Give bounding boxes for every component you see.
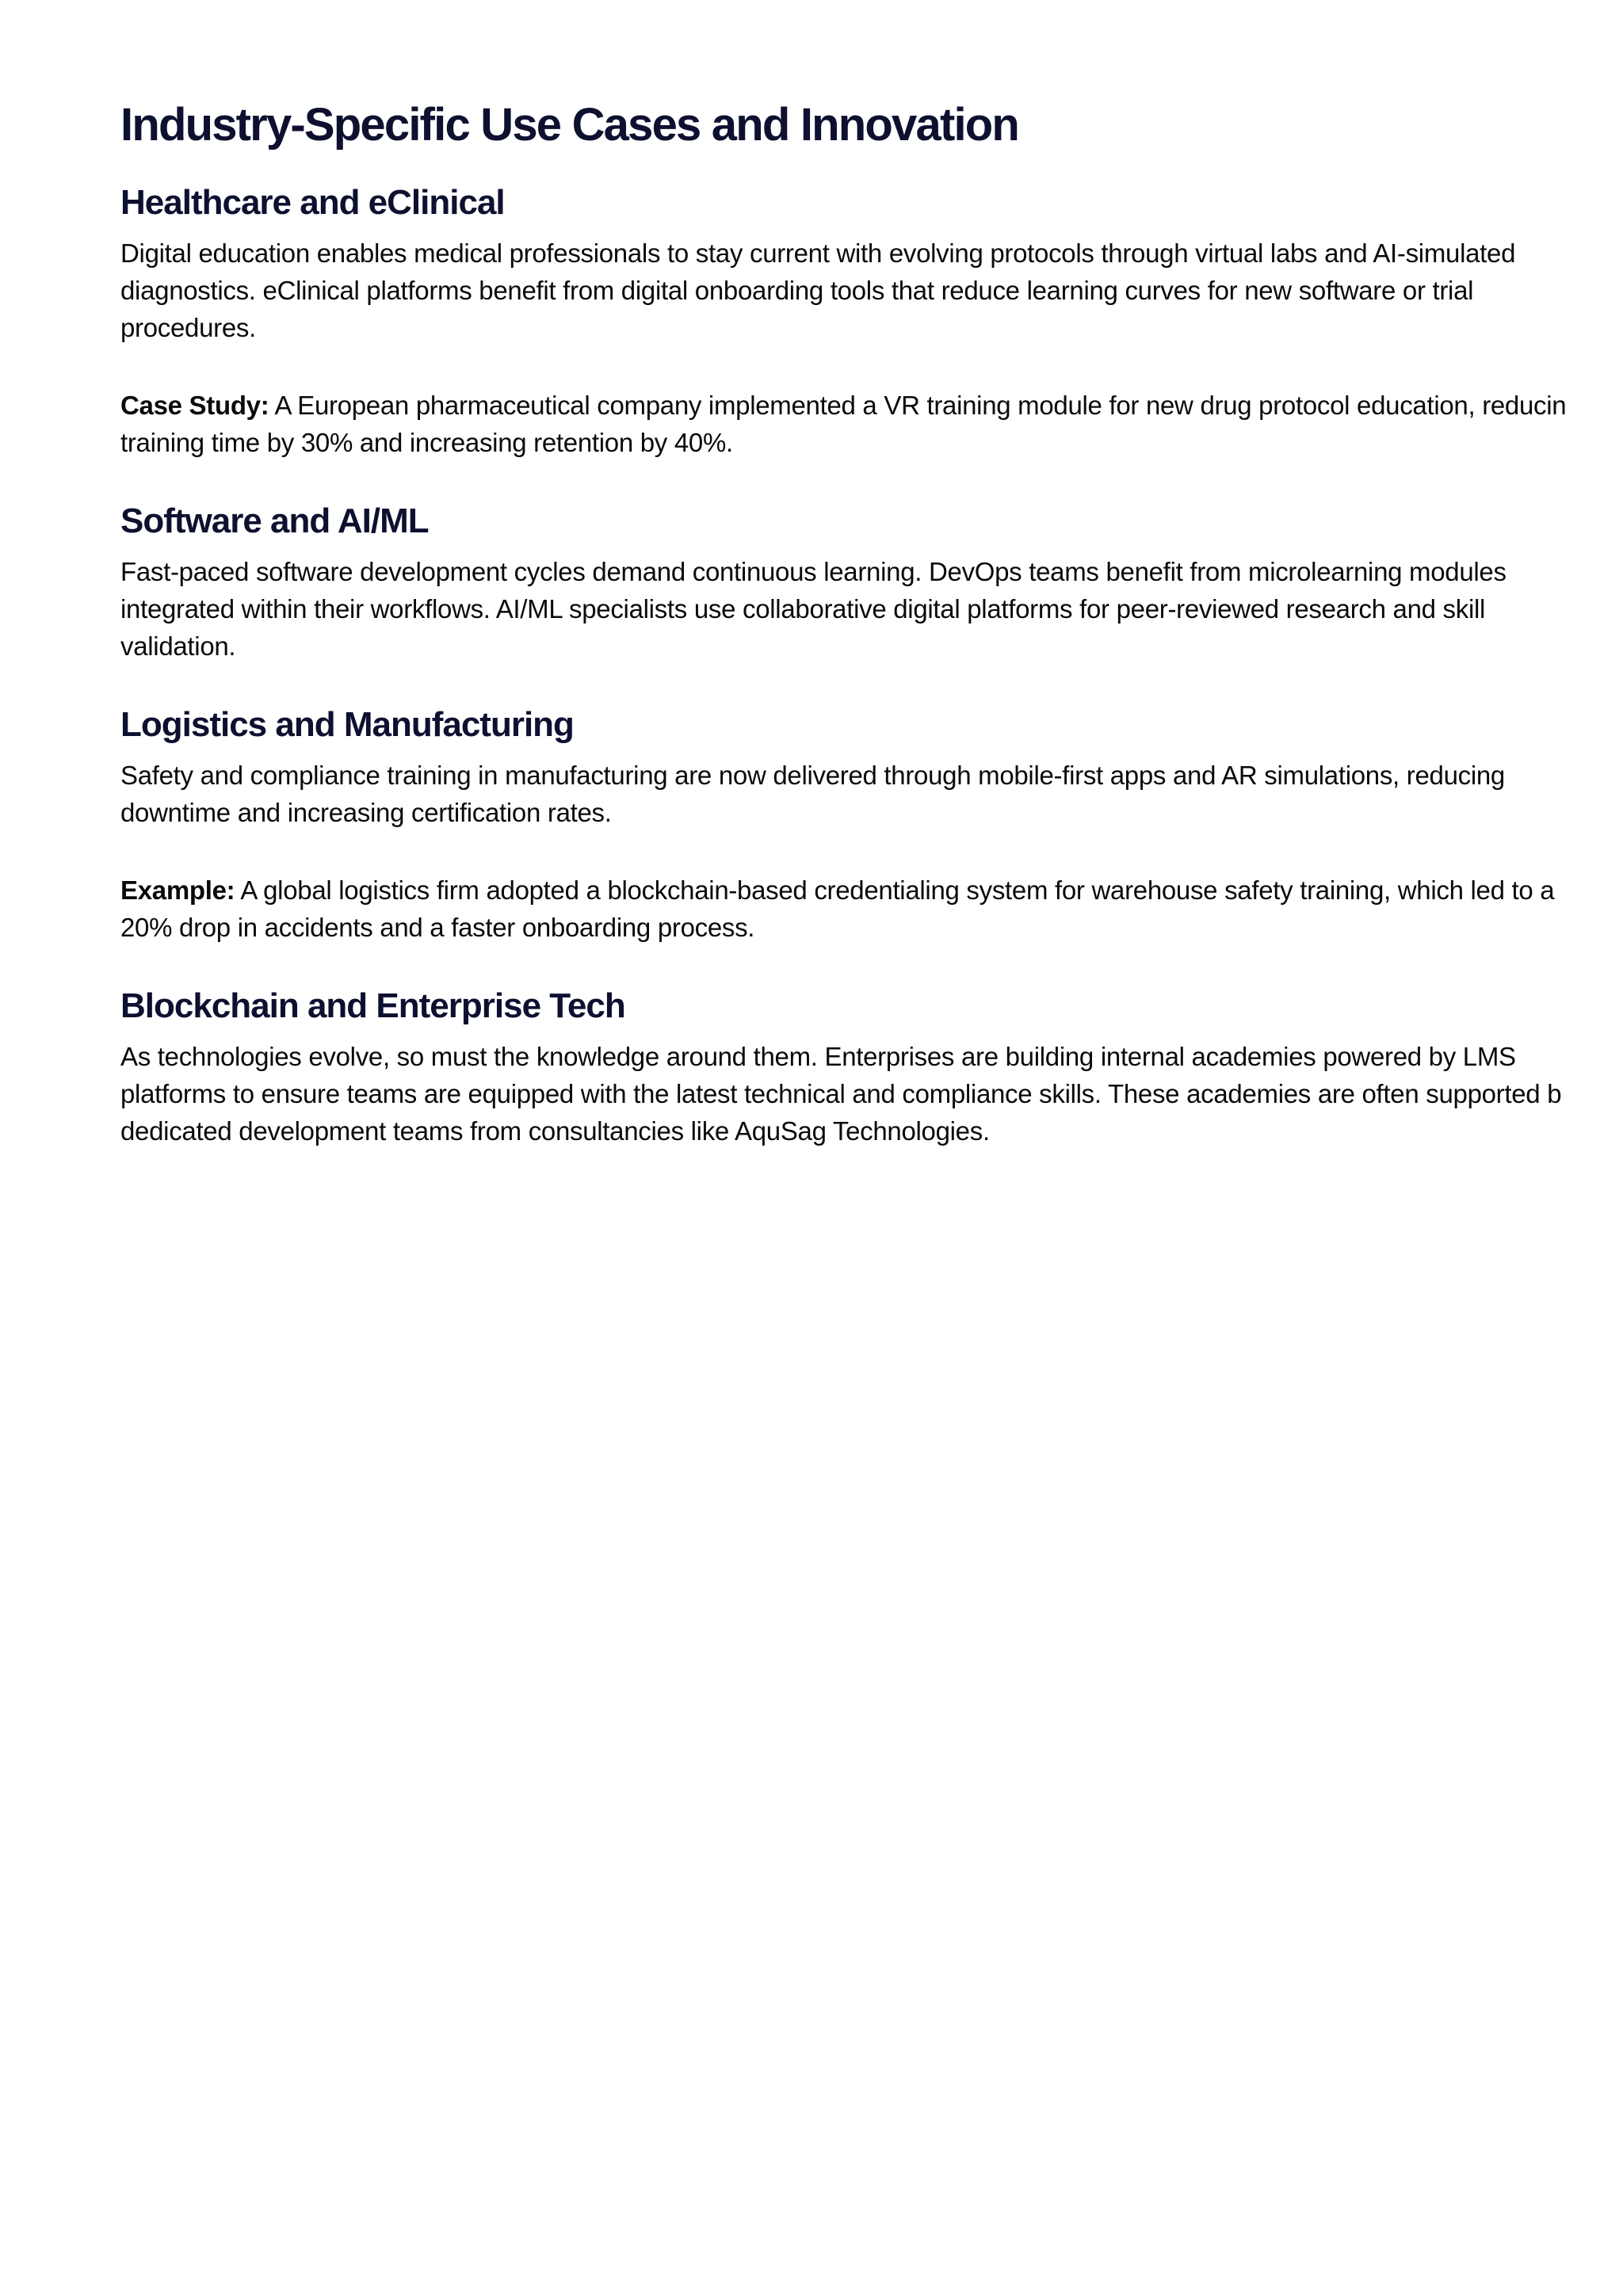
- paragraph-line: platforms to ensure teams are equipped with the latest technical and compliance skills. These academies are often supported b: [120, 1079, 1562, 1108]
- case-study-callout: [120, 387, 1610, 461]
- paragraph-line: dedicated development teams from consultancies like AquSag Technologies.: [120, 1116, 990, 1146]
- example-label: Example:: [120, 875, 235, 905]
- page-title: Industry-Specific Use Cases and Innovation: [120, 99, 1019, 151]
- paragraph-line: diagnostics. eClinical platforms benefit from digital onboarding tools that reduce learning curves for new software or trial: [120, 276, 1474, 305]
- callout-text: A European pharmaceutical company implemented a VR training module for new drug protocol education, reducin: [269, 391, 1567, 420]
- section-heading-software: Software and AI/ML: [120, 502, 429, 540]
- callout-line: [120, 871, 1610, 909]
- callout-line: [120, 387, 1610, 424]
- section-paragraph-software: [120, 553, 1610, 665]
- section-paragraph-logistics: [120, 757, 1610, 831]
- paragraph-line: Fast-paced software development cycles demand continuous learning. DevOps teams benefit from microlearning modules: [120, 557, 1507, 586]
- example-callout: [120, 871, 1610, 946]
- paragraph-line: procedures.: [120, 313, 256, 342]
- paragraph-line: Safety and compliance training in manufacturing are now delivered through mobile-first apps and AR simulations, reducing: [120, 761, 1505, 790]
- section-heading-blockchain: Blockchain and Enterprise Tech: [120, 986, 625, 1025]
- paragraph-line: Digital education enables medical professionals to stay current with evolving protocols through virtual labs and AI-simulated: [120, 238, 1516, 268]
- paragraph-line: downtime and increasing certification rates.: [120, 798, 612, 827]
- section-heading-logistics: Logistics and Manufacturing: [120, 705, 574, 744]
- callout-text: A global logistics firm adopted a blockchain-based credentialing system for warehouse safety training, which led to a: [235, 875, 1555, 905]
- paragraph-line: validation.: [120, 631, 236, 661]
- section-paragraph-blockchain: [120, 1038, 1610, 1150]
- paragraph-line: As technologies evolve, so must the knowledge around them. Enterprises are building internal academies powered by LMS: [120, 1042, 1516, 1071]
- case-study-label: Case Study:: [120, 391, 269, 420]
- document-content: [120, 93, 1610, 1150]
- callout-line: 20% drop in accidents and a faster onboarding process.: [120, 913, 755, 942]
- section-heading-healthcare: Healthcare and eClinical: [120, 183, 505, 222]
- callout-line: training time by 30% and increasing retention by 40%.: [120, 428, 733, 457]
- paragraph-line: integrated within their workflows. AI/ML specialists use collaborative digital platforms for peer-reviewed research and skill: [120, 594, 1486, 624]
- section-paragraph-healthcare: [120, 235, 1610, 346]
